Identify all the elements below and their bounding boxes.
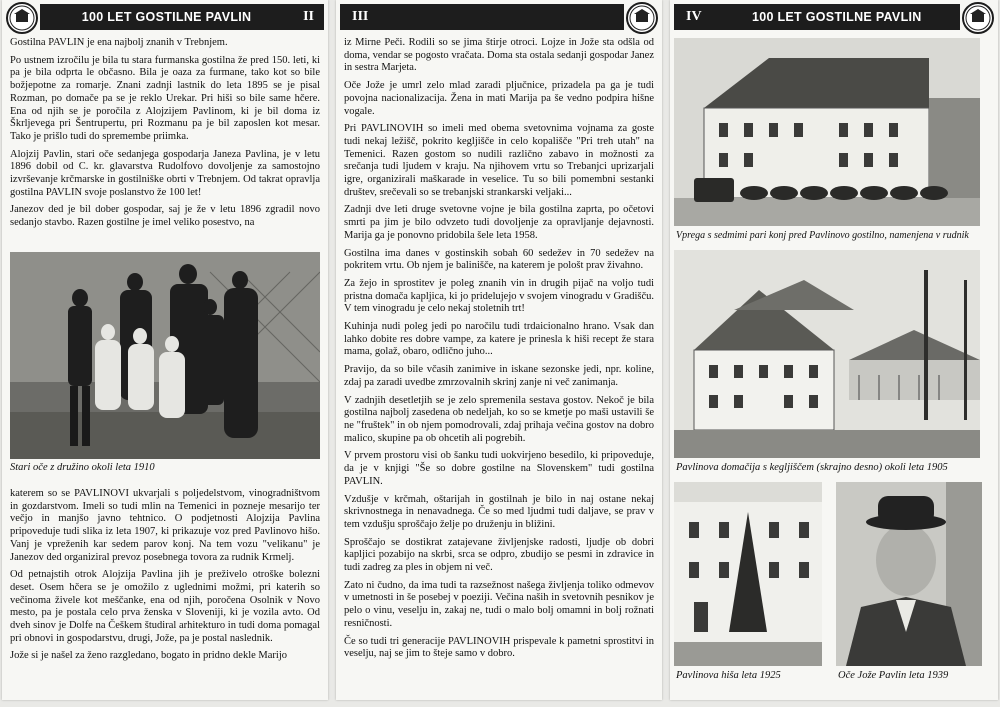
paragraph: Zadnji dve leti druge svetovne vojne je bila gostilna zaprta, po očetovi smrti pa jim je bilo odvzeto tudi dovoljenje za opravljanje dejavnosti. Marija ga je ponovno pridobila šele leta 1958. xyxy=(344,204,654,241)
portrait-photo xyxy=(836,482,982,666)
body-text-top xyxy=(10,37,320,235)
paragraph: V prvem prostoru visi ob šanku tudi uokvirjeno besedilo, ki pripoveduje, da je v knjigi "Še so dobre gostilne na Slovenskem" tudi gostilna PAVLIN. xyxy=(344,450,654,487)
inn-logo-icon xyxy=(626,2,658,34)
paragraph: Jože si je našel za ženo razgledano, bogato in pridno dekle Marijo xyxy=(10,650,287,662)
photo-caption: Pavlinova hiša leta 1925 xyxy=(676,670,781,681)
homestead-photo xyxy=(674,250,980,458)
paragraph: Zato ni čudno, da ima tudi ta razsežnost našega življenja toliko odmevov v umetnosti in še posebej v poeziji. Večina naših in svetovnih pesnikov je pelo o vinu, veselju in, zakaj ne, tudi o malo bolj omamni in bolj rožnati resničnosti. xyxy=(344,579,654,629)
photo-caption: Vprega s sedmimi pari konj pred Pavlinovo gostilno, namenjena v rudnik xyxy=(676,230,969,241)
paragraph: Po ustnem izročilu je bila tu stara furmanska gostilna že pred 150. leti, ki pa je bila odprta le občasno. Bila je oaza za furmane, tako kot so bile božjepotne za romarje. Znani zadnji lastnik do leta 1895 se je pisal Rozman, po domače pa se je reklo Urekar. Pri hiši so bile same hčere. Ena od njih se je poročila z Alojzijem Pavlinom, ki je bil doma iz Škrljevega pri Šentrupertu, pri Rozmanu pa je bil zaposlen kot mesar. Tako je prišlo tudi do spremembe priimka. xyxy=(10,54,320,142)
page-panel-2 xyxy=(2,0,328,700)
page-panel-4 xyxy=(670,0,998,700)
page-number: II xyxy=(303,9,314,24)
paragraph: Pravijo, da so bile včasih zanimive in iskane sezonske jedi, npr. koline, zdaj pa zaradi uvedbe zmrzovalnih skrinj zanje ni več zanimanja. xyxy=(344,364,654,388)
header-title: 100 LET GOSTILNE PAVLIN xyxy=(751,10,922,24)
page-header xyxy=(674,4,960,30)
photo-caption: Stari oče z družino okoli leta 1910 xyxy=(10,462,155,473)
paragraph: Pri PAVLINOVIH so imeli med obema svetovnima vojnama za goste tudi nekaj ležišč, pokrito kegljišče in celo kopališče "Pri treh utah" na Temenici. Razen gostom so nudili različno zabavo in možnosti za srečanja tudi ljudem v kraju. Na njihovem vrtu so Trebanjci uprizarjali igre, organizirali maškarade in veselice. Tu so bili pomembni sestanki društev, srečevali so se trebanjski strankarski veljaki... xyxy=(344,123,654,198)
house-1925-photo xyxy=(674,482,822,666)
paragraph: Gostilna PAVLIN je ena najbolj znanih v Trebnjem. xyxy=(10,37,228,48)
inn-logo-icon xyxy=(6,2,38,34)
paragraph: Alojzij Pavlin, stari oče sedanjega gospodarja Janeza Pavlina, je v letu 1896 dobil od C. kr. glavarstva Rudolfovo dovoljenje za samostojno izvrševanje krčmarske in gostilniške obrti v Trebnjem. Od takrat opravlja gostilna PAVLIN svoje poslanstvo že 100 let! xyxy=(10,148,320,198)
page-header xyxy=(340,4,624,30)
horse-wagon-photo xyxy=(674,38,980,226)
page-number: III xyxy=(352,9,369,24)
family-photo xyxy=(10,252,320,459)
header-title: 100 LET GOSTILNE PAVLIN xyxy=(81,10,252,24)
paragraph: Vzdušje v krčmah, oštarijah in gostilnah je bilo in naj ostane nekaj skrivnostnega in nenavadnega. Če so med ljudmi tudi daljave, se prav v tem vzdušju sproščajo želje po druženju in bližini. xyxy=(344,493,654,530)
paragraph: V zadnjih desetletjih se je zelo spremenila sestava gostov. Nekoč je bila gostilna najbolj zasedena ob nedeljah, ko so se kmetje po maši ustavili še ne "fruštek" in ob njem pomodrovali, zdaj prihaja večina gostov na dobro malico, skupine pa ob ohcetih ali pogrebih. xyxy=(344,394,654,444)
paragraph: katerem so se PAVLINOVI ukvarjali s poljedelstvom, vinogradništvom in gozdarstvom. Imeli so tudi mlin na Temenici in pozneje mesarijo ter večjo in manjšo javno tehtnico. O podjetnosti Alojzija Pavlina pripoveduje tudi slika iz leta 1907, ki prikazuje voz pred Pavlinovo hišo. Vanj je vpreženih kar sedem parov konj. Na tem vozu "velikanu" je Janezov ded organiziral prevoz posebnega tovora za rudnik Krmelj. xyxy=(10,488,320,563)
body-text-bottom xyxy=(10,488,320,668)
photo-caption: Oče Jože Pavlin leta 1939 xyxy=(838,670,949,681)
paragraph: Gostilna ima danes v gostinskih sobah 60 sedežev in 70 sedežev na pokritem vrtu. Ob njem je balinišče, na katerem je pološt prav živahno. xyxy=(344,247,654,272)
paragraph: Janezov ded je bil dober gospodar, saj je že v letu 1896 zgradil novo sedanjo stavbo. Razen gostilne je imel veliko posestvo, na xyxy=(10,204,320,229)
paragraph: Kuhinja nudi poleg jedi po naročilu tudi trdaicionalno hrano. Vsak dan lahko dobite res dobre vampe, za katere je prinesla k hiši recept že stara mama, golaž, obaro, odlično juho... xyxy=(344,321,654,358)
paragraph: Za žejo in sprostitev je poleg znanih vin in drugih pijač na voljo tudi pristna domača kapljica, ki jo pridelujejo v svojem vinogradu v Gradišču. V tem vinogradu je celo nekaj stoletnih trt! xyxy=(344,277,654,315)
photo-caption: Pavlinova domačija s kegljiščem (skrajno desno) okoli leta 1905 xyxy=(676,462,948,473)
inn-logo-icon xyxy=(962,2,994,34)
paragraph: Od petnajstih otrok Alojzija Pavlina jih je preživelo otroške bolezni deset. Osem hčera se je omožilo z uglednimi možmi, pri katerih so večinoma živele kot meščanke, ena od njih, poročena Osolnik v Novo mesto, pa je postala celo prva ženska v Sloveniji, ki je vozila avto. Od dveh sinov je Dolfe na Češkem študiral arhitekturo in tudi doma pomagal pri obnovi in gospodarstvu, drugi, Jože, pa je postal naslednik. xyxy=(10,569,320,644)
page-header xyxy=(40,4,324,30)
paragraph: iz Mirne Peči. Rodili so se jima štirje otroci. Lojze in Jože sta odšla od doma, vendar se pogosto vračata. Doma sta ostala sedanji gospodar Janez in sestra Marjeta. xyxy=(344,37,654,74)
page-panel-3 xyxy=(336,0,662,700)
paragraph: Sproščajo se dostikrat zatajevane življenjske radosti, ljudje ob dobri kapljici pozabijo na skrbi, srca se odpro, zbudijo se pesmi in zdravice in tudi zadreg za ples in objem ni več. xyxy=(344,536,654,574)
body-text xyxy=(344,37,654,666)
page-number: IV xyxy=(686,9,702,24)
paragraph: Oče Jože je umrl zelo mlad zaradi pljučnice, prizadela pa ga je tudi povojna nacionalizacija. Žena in mati Marija pa še vedno podpira hišne vogale. xyxy=(344,80,654,117)
paragraph: Če so tudi tri generacije PAVLINOVIH prispevale k pametni sprostitvi in veselju, naj se jim to šteje samo v dobro. xyxy=(344,635,654,660)
